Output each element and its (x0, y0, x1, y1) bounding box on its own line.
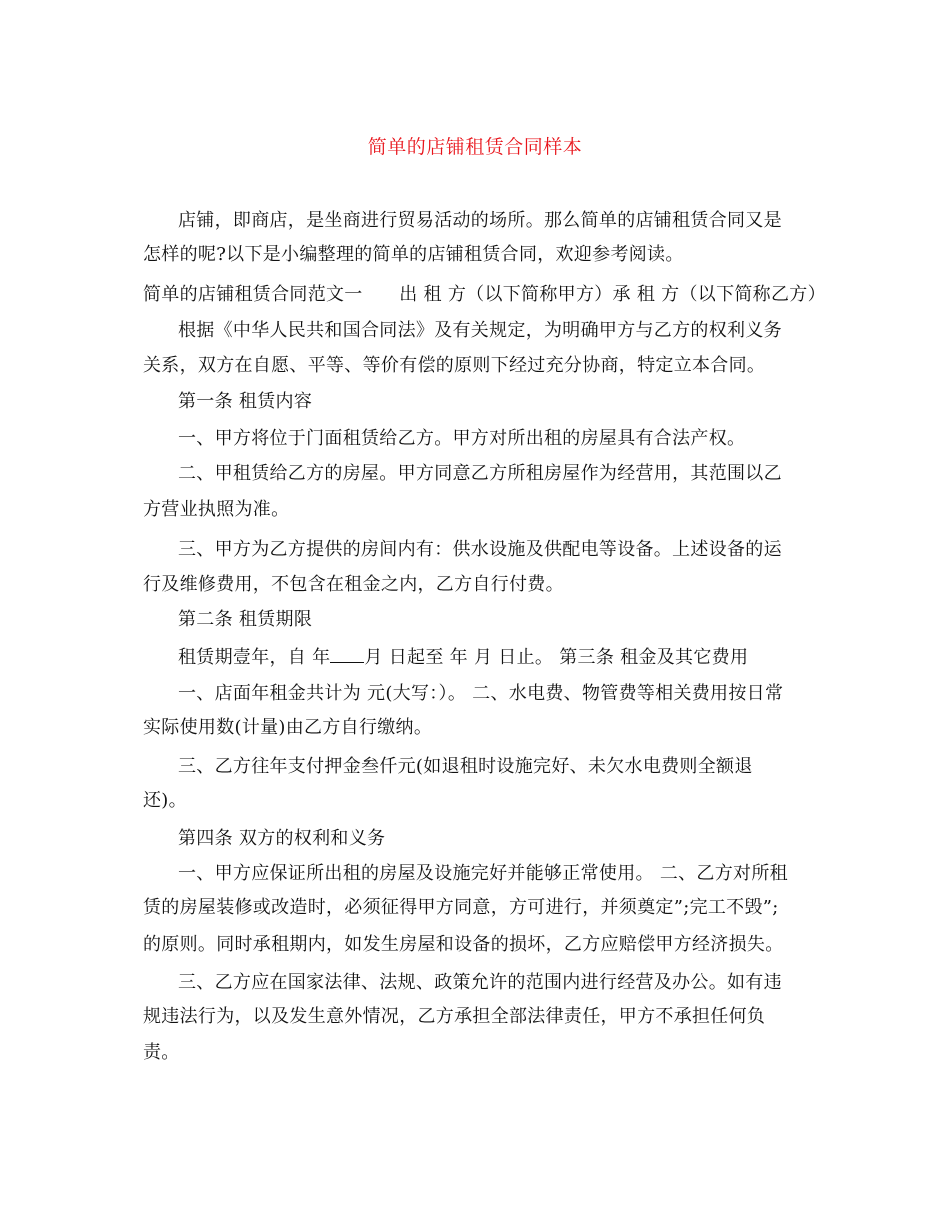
paragraph-line: 的原则。同时承租期内，如发生房屋和设备的损坏，乙方应赔偿甲方经济损失。 (143, 934, 784, 955)
lease-term-text: 租赁期壹年，自 年 (178, 647, 331, 668)
paragraph-line: 简单的店铺租赁合同范文一 出 租 方（以下简称甲方）承 租 方（以下简称乙方） (143, 284, 826, 305)
paragraph-line: 行及维修费用，不包含在租金之内，乙方自行付费。 (143, 574, 564, 595)
paragraph-line: 三、乙方应在国家法律、法规、政策允许的范围内进行经营及办公。如有违 (178, 972, 782, 993)
paragraph-line: 方营业执照为准。 (143, 499, 290, 520)
section-heading: 第一条 租赁内容 (178, 391, 313, 412)
paragraph-line: 一、店面年租金共计为 元(大写：）。 二、水电费、物管费等相关费用按日常 (178, 683, 784, 704)
paragraph-line: 赁的房屋装修或改造时，必须征得甲方同意，方可进行，并须奠定”;完工不毁”; (143, 897, 779, 918)
paragraph-line: 根据《中华人民共和国合同法》及有关规定，为明确甲方与乙方的权利义务 (178, 320, 782, 341)
paragraph-line: 怎样的呢?以下是小编整理的简单的店铺租赁合同，欢迎参考阅读。 (143, 244, 684, 265)
paragraph-line: 店铺，即商店，是坐商进行贸易活动的场所。那么简单的店铺租赁合同又是 (178, 210, 782, 231)
paragraph-line: 二、甲租赁给乙方的房屋。甲方同意乙方所租房屋作为经营用，其范围以乙 (178, 463, 782, 484)
document-title: 简单的店铺租赁合同样本 (367, 136, 583, 158)
paragraph-line: 规违法行为，以及发生意外情况，乙方承担全部法律责任，甲方不承担任何负 (143, 1006, 766, 1027)
paragraph-line: 责。 (143, 1042, 180, 1063)
paragraph-line: 实际使用数(计量)由乙方自行缴纳。 (143, 717, 433, 738)
paragraph-line: 还)。 (143, 790, 187, 811)
lease-term-line (178, 644, 748, 671)
section-heading: 第四条 双方的权利和义务 (178, 828, 386, 849)
paragraph-line: 一、甲方将位于门面租赁给乙方。甲方对所出租的房屋具有合法产权。 (178, 428, 746, 449)
lease-term-text: 月 日起至 年 月 日止。 第三条 租金及其它费用 (364, 647, 749, 668)
fill-in-blank (330, 644, 364, 663)
paragraph-line: 关系，双方在自愿、平等、等价有偿的原则下经过充分协商，特定立本合同。 (143, 355, 766, 376)
paragraph-line: 三、乙方往年支付押金叁仟元(如退租时设施完好、未欠水电费则全额退 (178, 756, 753, 777)
paragraph-line: 一、甲方应保证所出租的房屋及设施完好并能够正常使用。 二、乙方对所租 (178, 863, 788, 884)
paragraph-line: 三、甲方为乙方提供的房间内有：供水设施及供配电等设备。上述设备的运 (178, 539, 782, 560)
section-heading: 第二条 租赁期限 (178, 609, 313, 630)
